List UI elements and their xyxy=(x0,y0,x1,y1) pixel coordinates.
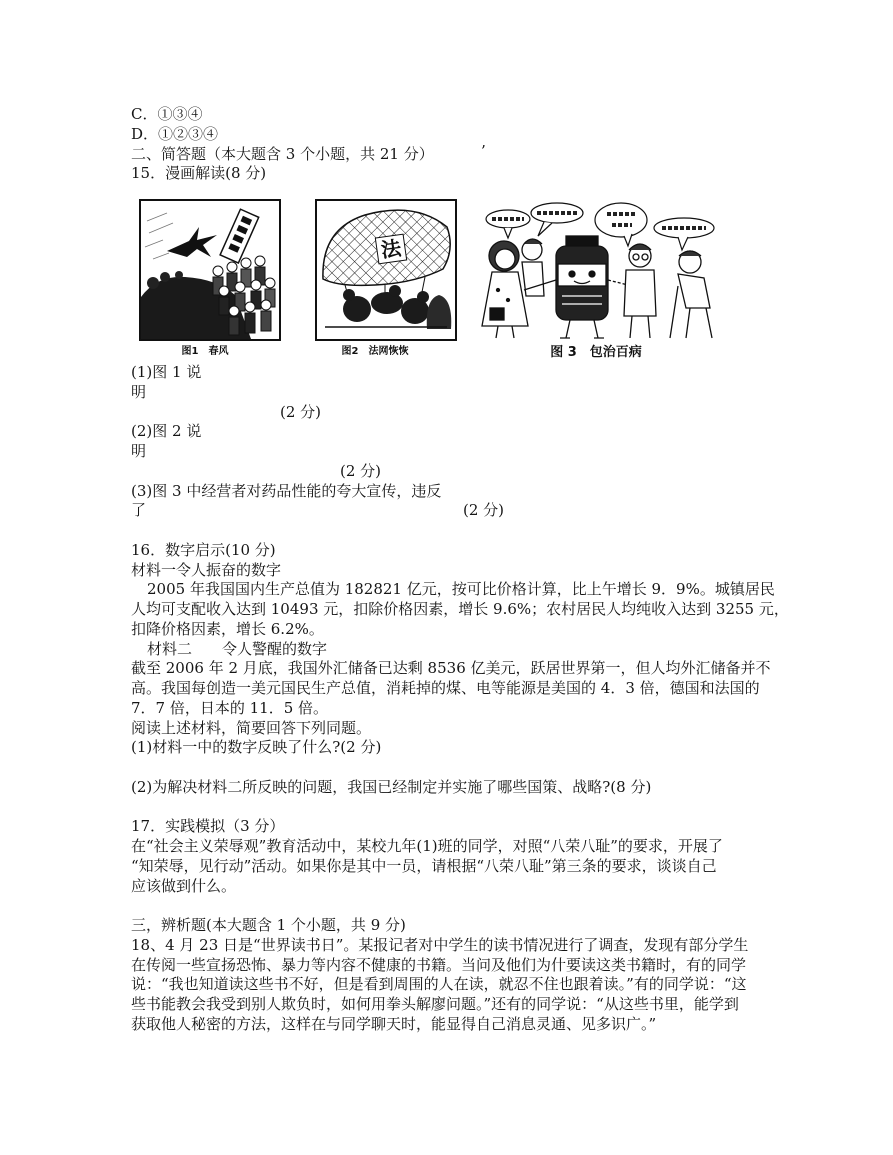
question-15-title: 15．漫画解读(8 分) xyxy=(131,164,267,183)
q16-instruction: 阅读上述材料，简要回答下列同题。 xyxy=(131,718,372,737)
main-block xyxy=(131,363,831,1035)
question-17-title: 17．实践模拟（3 分） xyxy=(131,817,285,836)
q18-line: 18、4 月 23 日是“世界读书日”。某报记者对中学生的读书情况进行了调查，发现有部分学生 xyxy=(131,935,749,954)
law-character: 法 xyxy=(379,235,403,263)
figure-3-caption: 图 3 包治百病 xyxy=(550,345,642,360)
option-d: D．①②③④ xyxy=(131,124,219,143)
q16-question-1: (1)材料一中的数字反映了什么?(2 分) xyxy=(131,738,382,757)
section-3-heading: 三，辨析题(本大题含 1 个小题，共 9 分) xyxy=(131,916,406,934)
q15-item-2-score: (2 分) xyxy=(340,461,382,480)
comic-figure-2 xyxy=(315,199,457,341)
blank-line xyxy=(131,758,831,778)
q15-item-1-line-1: (1)图 1 说 xyxy=(131,363,202,381)
q16-question-2: (2)为解决材料二所反映的问题，我国已经制定并实施了哪些国策、战略?(8 分) xyxy=(131,777,652,796)
q15-item-1-score: (2 分) xyxy=(280,402,322,421)
q18-line: 些书能教会我受到别人欺负时，如何用拳头解廖问题。”还有的同学说：“从这些书里，能学到 xyxy=(131,995,739,1013)
q15-item-2-line-1: (2)图 2 说 xyxy=(131,422,202,441)
material-1-title: 材料一令人振奋的数字 xyxy=(131,560,282,579)
comic-figure-3 xyxy=(474,200,724,342)
q15-item-3-line-1: (3)图 3 中经营者对药品性能的夸大宣传，违反 xyxy=(131,481,442,500)
speech-bubbles xyxy=(486,203,714,250)
blank-line xyxy=(131,896,831,916)
blank-line xyxy=(131,798,831,818)
material-1-line: 人均可支配收入达到 10493 元，扣除价格因素，增长 9.6%；农村居民人均纯收入达到 3255 元， xyxy=(131,600,789,618)
q15-item-3-score: (2 分) xyxy=(463,501,505,520)
material-2-title: 材料二 令人警醒的数字 xyxy=(147,639,328,658)
q15-item-3-line-2-row xyxy=(131,501,831,521)
bending-man xyxy=(670,251,712,338)
q15-item-2-line-2: 明 xyxy=(131,442,147,460)
woman xyxy=(482,241,528,338)
q17-line: 在“社会主义荣辱观”教育活动中，某校九年(1)班的同学，对照“八荣八耻”的要求，开展了 xyxy=(131,837,723,855)
q15-item-3-line-2: 了 xyxy=(131,501,147,520)
material-1-line: 扣降价格因素，增长 6.2%。 xyxy=(131,619,324,638)
q18-line: 获取他人秘密的方法，这样在与同学聊天时，能显得自己消息灵通、见多识广。” xyxy=(131,1014,657,1033)
material-2-line: 7．7 倍，日本的 11．5 倍。 xyxy=(131,698,329,717)
law-label xyxy=(375,234,406,264)
q15-item-1-line-2: 明 xyxy=(131,382,147,401)
figure-1-caption: 图1 春风 xyxy=(181,346,229,357)
section-2-heading: 二、简答题（本大题含 3 个小题，共 21 分） xyxy=(131,144,434,163)
q18-line: 说：“我也知道读这些书不好，但是看到周围的人在读，就忍不住也跟着读。”有的同学说：“这 xyxy=(131,975,747,994)
material-1-line: 2005 年我国国内生产总值为 182821 亿元，按可比价格计算，比上午增长 9．9%。城镇居民 xyxy=(147,580,775,599)
material-2-line: 高。我国每创造一美元国民生产总值，消耗掉的煤、电等能源是美国的 4．3 倍，德国和法国的 xyxy=(131,679,760,697)
option-c: C．①③④ xyxy=(131,105,203,123)
stray-mark: ’ xyxy=(481,142,486,160)
comic-figure-1 xyxy=(139,199,281,341)
material-2-line: 截至 2006 年 2 月底，我国外汇储备已达剩 8536 亿美元，跃居世界第一，但人均外汇储备并不 xyxy=(131,659,771,678)
man-with-glasses xyxy=(624,244,656,338)
q18-line: 在传阅一些宣扬恐怖、暴力等内容不健康的书籍。当问及他们为什要读这类书籍时，有的同学 xyxy=(131,955,747,974)
question-16-title: 16．数字启示(10 分) xyxy=(131,540,276,559)
blank-line xyxy=(131,521,831,541)
q17-line: 应该做到什么。 xyxy=(131,876,237,895)
q17-line: “知荣辱，见行动”活动。如果你是其中一员，请根据“八荣八耻”第三条的要求，谈谈自己 xyxy=(131,856,717,875)
figure-2-caption: 图2 法网恢恢 xyxy=(341,346,409,357)
